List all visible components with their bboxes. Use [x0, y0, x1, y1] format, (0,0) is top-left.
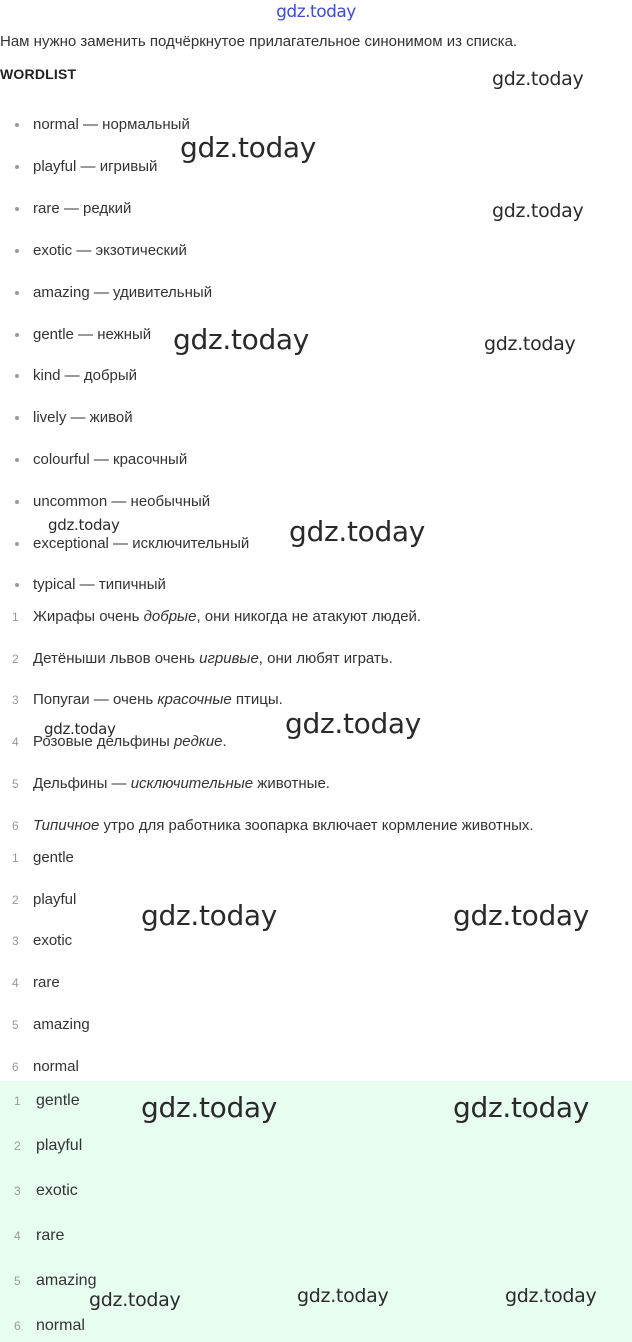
watermark-text: gdz.today	[141, 1091, 278, 1124]
bullet-icon	[15, 458, 19, 462]
wordlist-item-text: amazing — удивительный	[33, 284, 213, 301]
answer-box-word: playful	[36, 1137, 83, 1154]
watermark-text: gdz.today	[484, 333, 576, 355]
item-number: 4	[12, 735, 19, 749]
item-number: 5	[12, 1018, 19, 1032]
bullet-icon	[15, 165, 19, 169]
wordlist-item-text: exceptional — исключительный	[33, 535, 250, 552]
sentence-before: Попугаи — очень	[33, 691, 158, 708]
sentence-before: Жирафы очень	[33, 608, 144, 625]
wordlist-heading: WORDLIST	[0, 66, 77, 82]
item-number: 6	[14, 1319, 21, 1333]
item-number: 6	[12, 819, 19, 833]
bullet-icon	[15, 249, 19, 253]
item-number: 5	[12, 777, 19, 791]
bullet-icon	[15, 583, 19, 587]
sentence-before: Детёныши львов очень	[33, 650, 200, 667]
answer-box-word: rare	[36, 1227, 65, 1244]
sentence-text	[33, 816, 534, 836]
watermark-text: gdz.today	[173, 323, 310, 356]
wordlist-item-text: rare — редкий	[33, 200, 132, 217]
wordlist-item-text: typical — типичный	[33, 576, 166, 593]
watermark-text: gdz.today	[285, 707, 422, 740]
sentence-after: , они никогда не атакуют людей.	[196, 608, 422, 625]
wordlist-item-text: kind — добрый	[33, 367, 138, 384]
answer-box-word: amazing	[36, 1272, 97, 1289]
item-number: 2	[14, 1139, 21, 1153]
sentence-before: Розовые дельфины	[33, 733, 174, 750]
item-number: 3	[12, 934, 19, 948]
bullet-icon	[15, 333, 19, 337]
item-number: 4	[14, 1229, 21, 1243]
watermark-text: gdz.today	[505, 1285, 597, 1307]
watermark-text: gdz.today	[44, 720, 116, 738]
sentence-adjective: исключительные	[130, 775, 254, 792]
answer-box-word: exotic	[36, 1182, 78, 1199]
watermark-text: gdz.today	[453, 899, 590, 932]
sentence-adjective: красочные	[157, 691, 232, 708]
item-number: 3	[12, 693, 19, 707]
item-number: 4	[12, 976, 19, 990]
item-number: 1	[12, 610, 19, 624]
answer-word: gentle	[33, 849, 74, 866]
bullet-icon	[15, 374, 19, 378]
sentence-text	[33, 649, 393, 669]
watermark-text: gdz.today	[289, 515, 426, 548]
sentence-after: птицы.	[231, 691, 283, 708]
bullet-icon	[15, 291, 19, 295]
bullet-icon	[15, 207, 19, 211]
site-logo[interactable]: gdz.today	[276, 2, 356, 22]
answer-word: exotic	[33, 932, 73, 949]
bullet-icon	[15, 123, 19, 127]
sentence-adjective: игривые	[199, 650, 259, 667]
item-number: 5	[14, 1274, 21, 1288]
bullet-icon	[15, 542, 19, 546]
sentence-after: утро для работника зоопарка включает кормление животных.	[99, 817, 534, 834]
sentence-text	[33, 774, 330, 794]
item-number: 2	[12, 893, 19, 907]
wordlist-item-text: colourful — красочный	[33, 451, 188, 468]
sentence-adjective: редкие	[173, 733, 223, 750]
wordlist-item-text: playful — игривый	[33, 158, 158, 175]
watermark-text: gdz.today	[48, 516, 120, 534]
watermark-text: gdz.today	[453, 1091, 590, 1124]
wordlist-item-text: exotic — экзотический	[33, 242, 187, 259]
watermark-text: gdz.today	[141, 899, 278, 932]
bullet-icon	[15, 416, 19, 420]
sentence-before: Дельфины —	[33, 775, 131, 792]
sentence-text	[33, 607, 421, 627]
sentence-after: .	[222, 733, 227, 750]
answer-word: normal	[33, 1058, 79, 1075]
watermark-text: gdz.today	[89, 1289, 181, 1311]
answer-word: amazing	[33, 1016, 90, 1033]
watermark-text: gdz.today	[297, 1285, 389, 1307]
wordlist-item-text: lively — живой	[33, 409, 133, 426]
item-number: 1	[12, 851, 19, 865]
watermark-text: gdz.today	[180, 131, 317, 164]
item-number: 3	[14, 1184, 21, 1198]
answer-box-word: gentle	[36, 1092, 80, 1109]
sentence-adjective: Типичное	[33, 817, 100, 834]
answer-word: playful	[33, 891, 77, 908]
sentence-adjective: добрые	[143, 608, 197, 625]
sentence-after: , они любят играть.	[258, 650, 393, 667]
sentence-after: животные.	[253, 775, 330, 792]
bullet-icon	[15, 500, 19, 504]
wordlist-item-text: normal — нормальный	[33, 116, 190, 133]
item-number: 2	[12, 652, 19, 666]
wordlist-item-text: gentle — нежный	[33, 326, 152, 343]
wordlist-item-text: uncommon — необычный	[33, 493, 211, 510]
answer-box-word: normal	[36, 1317, 85, 1334]
watermark-text: gdz.today	[492, 68, 584, 90]
answer-word: rare	[33, 974, 60, 991]
watermark-text: gdz.today	[492, 200, 584, 222]
item-number: 1	[14, 1094, 21, 1108]
sentence-text	[33, 690, 283, 710]
task-instruction: Нам нужно заменить подчёркнутое прилагательное синонимом из списка.	[0, 33, 518, 50]
item-number: 6	[12, 1060, 19, 1074]
